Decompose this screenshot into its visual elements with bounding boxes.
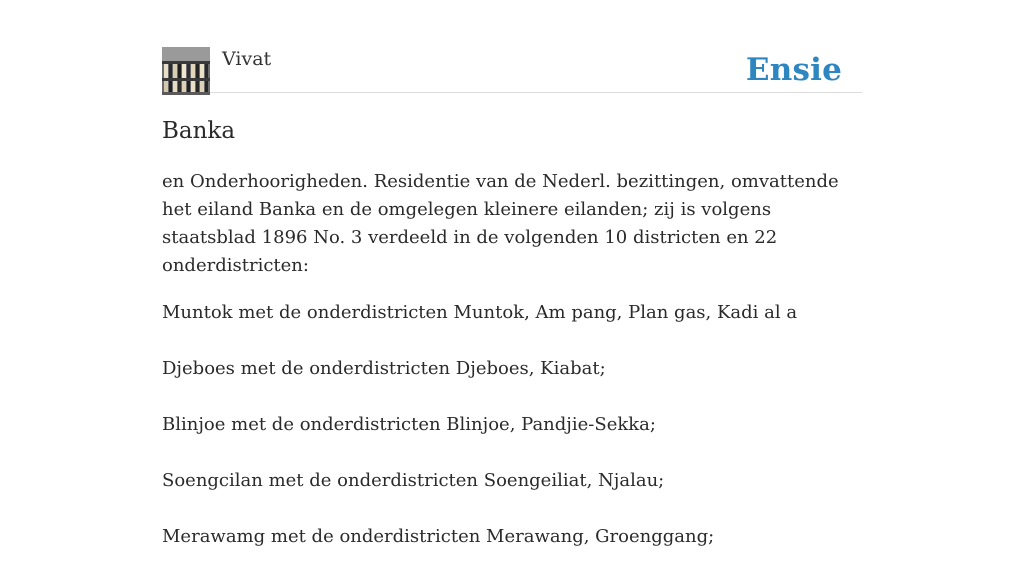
district-paragraph: Muntok met de onderdistricten Muntok, Am pang, Plan gas, Kadi al a bbox=[162, 302, 798, 323]
article-body bbox=[162, 168, 862, 579]
bookshelf-icon bbox=[162, 47, 210, 95]
source-name[interactable]: Vivat bbox=[222, 48, 272, 70]
district-paragraph: Djeboes met de onderdistricten Djeboes, Kiabat; bbox=[162, 358, 606, 379]
page bbox=[162, 0, 862, 547]
brand-logo[interactable]: Ensie bbox=[745, 52, 842, 88]
article-title: Banka bbox=[162, 118, 236, 144]
article-header bbox=[162, 46, 862, 93]
district-paragraph: Soengcilan met de onderdistricten Soengeiliat, Njalau; bbox=[162, 470, 665, 491]
source-avatar[interactable] bbox=[162, 47, 210, 95]
district-paragraph: Merawamg met de onderdistricten Merawang, Groenggang; bbox=[162, 526, 715, 547]
article-intro: en Onderhoorigheden. Residentie van de Nederl. bezittingen, omvattende het eiland Banka en de omgelegen kleinere eilanden; zij is volgens staatsblad 1896 No. 3 verdeeld in de volgenden 10 districten en 22 onderdistricten: bbox=[162, 171, 839, 276]
district-paragraph: Blinjoe met de onderdistricten Blinjoe, Pandjie-Sekka; bbox=[162, 414, 656, 435]
